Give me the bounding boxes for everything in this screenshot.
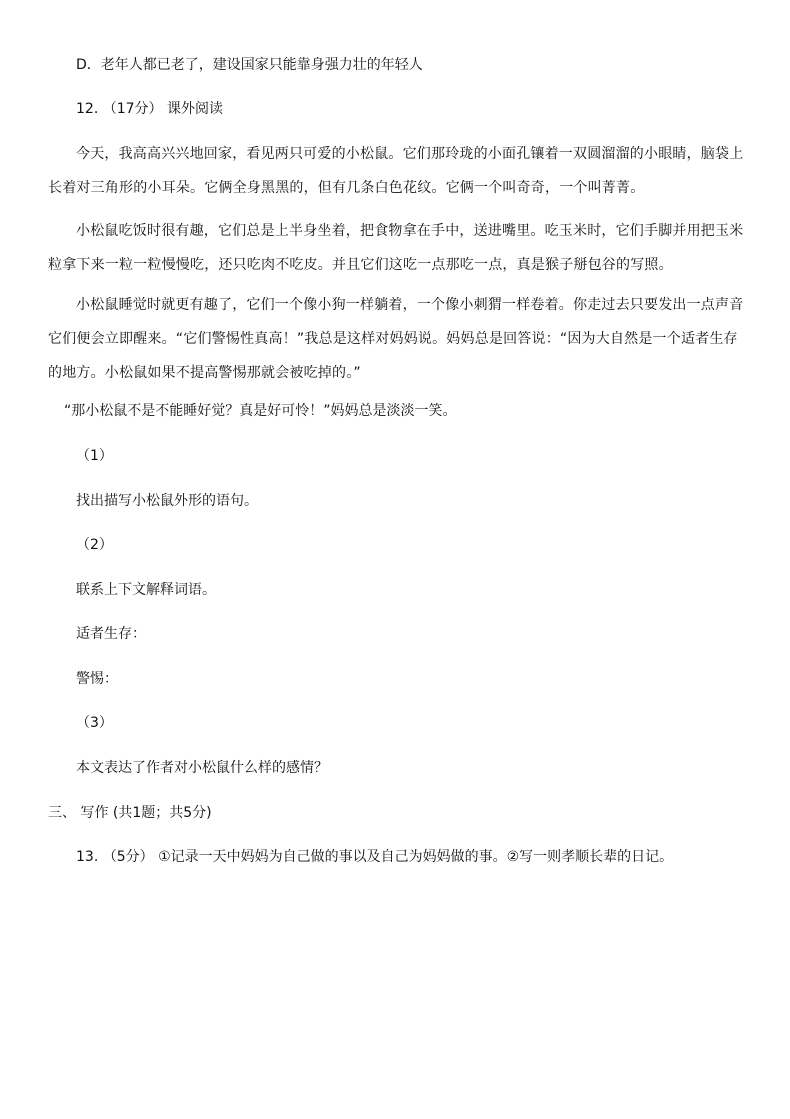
subquestion-2-number: （2） [76,537,113,553]
passage-paragraph-3: 小松鼠睡觉时就更有趣了，它们一个像小狗一样躺着，一个像小刺猬一样卷着。你走过去只要发出一点声音它们便会立即醒来。“它们警惕性真高！”我总是这样对妈妈说。妈妈总是回答说：“因为大自然是一个适者生存的地方。小松鼠如果不提高警惕那就会被吃掉的。” [48,297,744,381]
section-3-header: 三、 写作 (共1题；共5分) [48,805,212,821]
question11-option-d: D．老年人都已老了，建设国家只能靠身强力壮的年轻人 [76,57,423,73]
passage-paragraph-1: 今天，我高高兴兴地回家，看见两只可爱的小松鼠。它们那玲珑的小面孔镶着一双圆溜溜的小眼睛，脑袋上长着对三角形的小耳朵。它俩全身黑黑的，但有几条白色花纹。它俩一个叫奇奇，一个叫菁菁。 [48,146,744,196]
term-vigilance: 警惕： [76,671,118,687]
subquestion-1-number: （1） [76,448,113,464]
question12-header: 12. （17分） 课外阅读 [76,101,223,117]
passage-paragraph-2: 小松鼠吃饭时很有趣，它们总是上半身坐着，把食物拿在手中，送进嘴里。吃玉米时，它们手脚并用把玉米粒拿下来一粒一粒慢慢吃，还只吃肉不吃皮。并且它们这吃一点那吃一点，真是猴子掰包谷的写照。 [48,223,744,273]
term-survival-of-fittest: 适者生存： [76,626,146,642]
subquestion-2-text: 联系上下文解释词语。 [76,582,216,598]
passage-paragraph-4: “那小松鼠不是不能睡好觉？真是好可怜！”妈妈总是淡淡一笑。 [64,403,457,419]
subquestion-1-text: 找出描写小松鼠外形的语句。 [76,493,258,509]
subquestion-3-number: （3） [76,715,113,731]
question13-text: 13. （5分） ①记录一天中妈妈为自己做的事以及自己为妈妈做的事。②写一则孝顺长辈的日记。 [76,849,674,865]
subquestion-3-text: 本文表达了作者对小松鼠什么样的感情？ [76,760,328,776]
